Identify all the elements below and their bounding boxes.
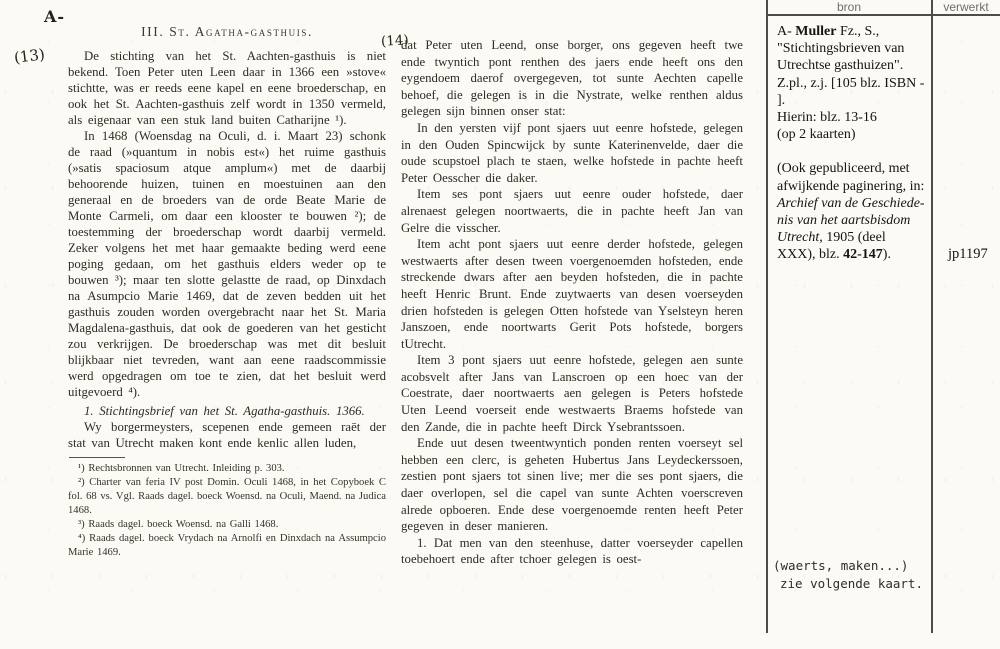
- author-name: Muller: [795, 24, 837, 39]
- handwritten-number-13: (13): [13, 45, 46, 67]
- entry-line-title-1: "Stichtingsbrieven van: [777, 41, 905, 57]
- footnote-separator-rule: [69, 457, 125, 458]
- entry-line-imprint: Z.pl., z.j. [105 blz. ISBN -: [777, 75, 925, 91]
- footnote-4: ⁴) Raads dagel. boeck Vrydach na Arnolfi en Dinxdach na Assumpcio Marie 1469.: [68, 533, 386, 558]
- handwritten-number-14: (14): [380, 32, 410, 50]
- middle-paragraph-6: Ende uut desen tweentwyntich ponden renten voerseyt sel hebben een clerc, is geheten Hubertus Jans Leydeckerssoen, zestien pont sjaers tot sinen live; mer die ses pont sjaers, die daer overlopen, sel die capel van sunte Achten voerscreven alrede opboeren. Ende dese voergenoemde renten heeft Peter gegeven in deser manieren.: [401, 436, 743, 534]
- left-paragraph-3: Wy borgermeysters, scepenen ende gemeen raēt der stat van Utrecht maken kont ende kenlic allen luden,: [68, 420, 386, 450]
- entry-line-journal-3: Utrecht, 1905 (deel: [777, 230, 886, 246]
- table-left-border-line: [766, 0, 768, 633]
- column-header-bron: bron: [836, 0, 862, 14]
- middle-paragraph-1: dat Peter uten Leend, onse borger, ons gegeven heeft twe ende twyntich pont renthen des jaers ende heeft ons den eygendoem daerof overgegeven, tot sunte Aechten capelle behoef, die gelegen is in die Nystrate, welke renthen aldus gelegen sijn binnen onser stat:: [401, 38, 743, 119]
- handwritten-letter-mark: A-: [44, 7, 66, 26]
- entry-line-pages: Hierin: blz. 13-16: [777, 110, 877, 126]
- page-range: 42-147: [843, 247, 883, 263]
- entry-line-title-2: Utrechtse gasthuizen".: [777, 58, 904, 74]
- entry-line-journal-1: Archief van de Geschiede-: [777, 195, 925, 211]
- table-header-rule-line: [766, 14, 1000, 16]
- entry-line-bracket: ].: [777, 92, 786, 108]
- entry-blank-line: [777, 143, 929, 160]
- footnote-1: ¹) Rechtsbronnen van Utrecht. Inleiding p. 303.: [78, 463, 285, 474]
- entry-line-journal-2: nis van het aartsbisdom: [777, 213, 911, 229]
- entry-line-note-1: (Ook gepubliceerd, met: [777, 161, 910, 177]
- typed-note-line-2: zie volgende kaart.: [780, 575, 923, 591]
- entry-line-volume: XXX), blz. 42-147).: [777, 247, 891, 263]
- left-text-column: [68, 24, 386, 560]
- left-paragraph-2: In 1468 (Woensdag na Oculi, d. i. Maart 23) schonk de raad (»quantum in nobis est«) het ruime gasthuis (»satis spaciosum atque amplum«) met de daarbij behoorende huizen, tuinen en moestuinen aan den generaal en de broeders van de orde Beate Marie de Monte Carmeli, om daar een klooster te bouwen ²); de toestemming der broederschap wordt daarbij vermeld. Zeker volgens het met haar gemaakte beding werd eene poging gedaan, om het gasthuis elders weder op te bouwen ³); maar ten slotte gelastte de raad, op Dinxdach na Asumpcio Marie 1469, dat de zeven bedden uit het gasthuis zouden worden overgebracht naar het St. Maria Magdalena-gasthuis, dat ook de goederen van het gesticht zou verkrijgen. De broederschap was met dit besluit blijkbaar niet tevreden, want aan eene raadscommissie werd opgedragen om toe te zien, dat het besluit werd uitgevoerd ⁴).: [68, 129, 386, 399]
- charter-section-title: 1. Stichtingsbrief van het St. Agatha-gasthuis. 1366.: [84, 404, 365, 418]
- column-header-verwerkt: verwerkt: [943, 0, 989, 14]
- entry-line-note-2: afwijkende paginering, in:: [777, 178, 925, 194]
- middle-text-column: [401, 37, 743, 568]
- middle-paragraph-3: Item ses pont sjaers uut eenre ouder hofstede, daer alrenaest gelegen noortwaerts, die in pachte heeft Jan van Gelre die visscher.: [401, 187, 743, 235]
- typed-note-line-1: (waerts, maken...): [773, 558, 909, 573]
- middle-paragraph-4: Item acht pont sjaers uut eenre derder hofstede, gelegen westwaerts after desen tween voergenoemden hofsteden, ende streckende dwars after aen beyden hofsteden, die in pachte heeft Henric Brunt. Ende zuytwaerts van desen voerseyden drien hofsteden is gelegen Otten hofstede van Yselsteyn heren Janszoen, ende noortwarts Gerit Pots hofstede, borgers tUtrecht.: [401, 237, 743, 351]
- middle-paragraph-2: In den yersten vijf pont sjaers uut eenre hofstede, gelegen in den Ouden Spincwijck by sunte Katerinenvelde, daer die oude scupstoel plach te staen, welke hofstede in pachte heeft Peter Oesscher die daker.: [401, 120, 743, 185]
- typed-note: [773, 557, 923, 592]
- footnote-3: ³) Raads dagel. boeck Woensd. na Galli 1468.: [78, 519, 279, 530]
- left-paragraph-1: De stichting van het St. Aachten-gasthuis is niet bekend. Toen Peter uten Leen daar in 1366 een »stove« stichtte, was er reeds eene kapel en eene broederschap, en ook het St. Aachten-gasthuis zelf wordt in 1350 vermeld, als eigenaar van een stuk land buiten Catharijne ¹).: [68, 49, 386, 127]
- footnote-2: ²) Charter van feria IV post Domin. Oculi 1468, in het Copyboek C fol. 68 vs. Vgl. Raads dagel. boeck Woensd. na Oculi, Maend. na Judica 1468.: [68, 477, 386, 516]
- table-column-divider-line: [931, 0, 933, 633]
- verwerkt-code: jp1197: [948, 246, 988, 262]
- chapter-heading: III. St. Agatha-gasthuis.: [141, 24, 313, 39]
- entry-line-author: A- Muller Fz., S.,: [777, 24, 880, 39]
- middle-paragraph-7: 1. Dat men van den steenhuse, datter voerseyder capellen toebehoert ende after tchoer gelegen is oest-: [401, 535, 743, 567]
- source-entry: [777, 23, 929, 264]
- entry-line-cards: (op 2 kaarten): [777, 127, 856, 143]
- middle-paragraph-5: Item 3 pont sjaers uut eenre hofstede, gelegen aen sunte acobsvelt after Jans van Lanscroen op een hoec van der Coestrate, daer noortwaerts aen gelegen is Peters hofstede Uten Leend voerseit ende westwaerts Braems hofstede van den Zande, die in pachte heeft Dirck Ysebrantssoen.: [401, 353, 743, 434]
